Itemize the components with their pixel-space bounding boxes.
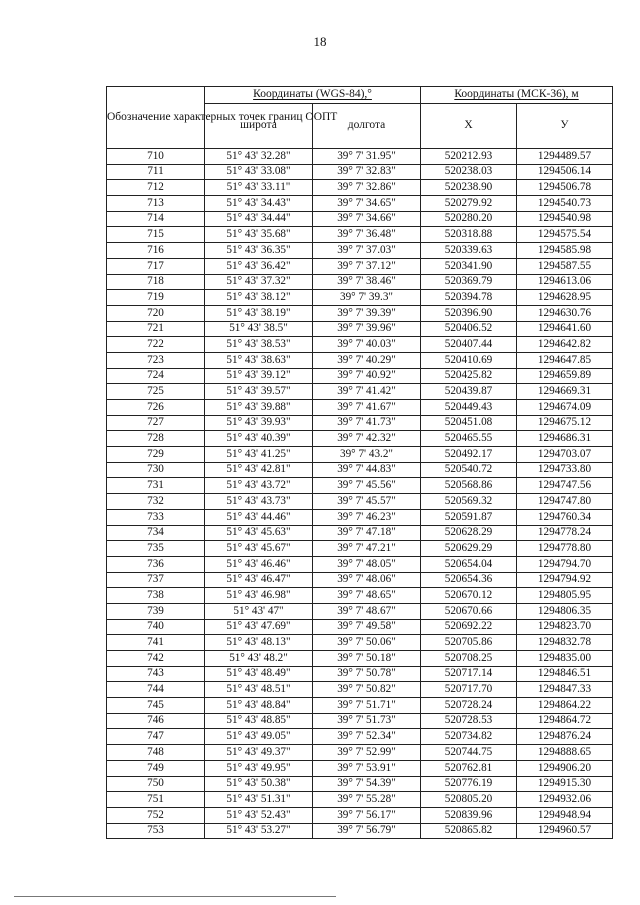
longitude-cell: 39° 7' 40.92": [313, 368, 421, 384]
point-number-cell: 750: [107, 776, 205, 792]
table-row: [107, 682, 613, 698]
table-row: [107, 337, 613, 353]
y-cell: 1294540.73: [517, 196, 613, 212]
point-number-cell: 715: [107, 227, 205, 243]
x-cell: 520238.90: [421, 180, 517, 196]
x-cell: 520734.82: [421, 729, 517, 745]
longitude-cell: 39° 7' 52.34": [313, 729, 421, 745]
table-row: [107, 384, 613, 400]
latitude-cell: 51° 43' 39.12": [205, 368, 313, 384]
table-row: [107, 494, 613, 510]
y-cell: 1294864.72: [517, 713, 613, 729]
x-cell: 520805.20: [421, 792, 517, 808]
latitude-cell: 51° 43' 46.47": [205, 572, 313, 588]
y-cell: 1294669.31: [517, 384, 613, 400]
x-cell: 520212.93: [421, 149, 517, 165]
y-cell: 1294760.34: [517, 509, 613, 525]
y-cell: 1294794.70: [517, 556, 613, 572]
header-wgs-group: Координаты (WGS-84),°: [205, 87, 421, 104]
point-number-cell: 735: [107, 541, 205, 557]
latitude-cell: 51° 43' 34.43": [205, 196, 313, 212]
y-cell: 1294628.95: [517, 290, 613, 306]
point-number-cell: 745: [107, 698, 205, 714]
point-number-cell: 746: [107, 713, 205, 729]
latitude-cell: 51° 43' 39.93": [205, 415, 313, 431]
table-row: [107, 478, 613, 494]
x-cell: 520654.04: [421, 556, 517, 572]
y-cell: 1294876.24: [517, 729, 613, 745]
y-cell: 1294630.76: [517, 305, 613, 321]
table-row: [107, 760, 613, 776]
x-cell: 520318.88: [421, 227, 517, 243]
y-cell: 1294832.78: [517, 635, 613, 651]
table-row: [107, 400, 613, 416]
y-cell: 1294641.60: [517, 321, 613, 337]
latitude-cell: 51° 43' 45.63": [205, 525, 313, 541]
y-cell: 1294613.06: [517, 274, 613, 290]
y-cell: 1294823.70: [517, 619, 613, 635]
y-cell: 1294835.00: [517, 651, 613, 667]
x-cell: 520865.82: [421, 823, 517, 839]
point-number-cell: 724: [107, 368, 205, 384]
longitude-cell: 39° 7' 48.06": [313, 572, 421, 588]
y-cell: 1294847.33: [517, 682, 613, 698]
longitude-cell: 39° 7' 32.86": [313, 180, 421, 196]
table-row: [107, 243, 613, 259]
longitude-cell: 39° 7' 48.67": [313, 603, 421, 619]
table-row: [107, 572, 613, 588]
y-cell: 1294778.24: [517, 525, 613, 541]
y-cell: 1294778.80: [517, 541, 613, 557]
x-cell: 520708.25: [421, 651, 517, 667]
longitude-cell: 39° 7' 43.2": [313, 447, 421, 463]
longitude-cell: 39° 7' 53.91": [313, 760, 421, 776]
latitude-cell: 51° 43' 46.46": [205, 556, 313, 572]
latitude-cell: 51° 43' 33.11": [205, 180, 313, 196]
longitude-cell: 39° 7' 37.03": [313, 243, 421, 259]
y-cell: 1294642.82: [517, 337, 613, 353]
table-row: [107, 368, 613, 384]
latitude-cell: 51° 43' 51.31": [205, 792, 313, 808]
point-number-cell: 748: [107, 745, 205, 761]
longitude-cell: 39° 7' 56.79": [313, 823, 421, 839]
latitude-cell: 51° 43' 44.46": [205, 509, 313, 525]
point-number-cell: 738: [107, 588, 205, 604]
longitude-cell: 39° 7' 48.65": [313, 588, 421, 604]
point-number-cell: 723: [107, 352, 205, 368]
coordinates-table: [106, 86, 613, 839]
latitude-cell: 51° 43' 45.67": [205, 541, 313, 557]
point-number-cell: 727: [107, 415, 205, 431]
point-number-cell: 751: [107, 792, 205, 808]
x-cell: 520762.81: [421, 760, 517, 776]
table-row: [107, 290, 613, 306]
latitude-cell: 51° 43' 42.81": [205, 462, 313, 478]
x-cell: 520396.90: [421, 305, 517, 321]
table-row: [107, 258, 613, 274]
y-cell: 1294747.80: [517, 494, 613, 510]
latitude-cell: 51° 43' 50.38": [205, 776, 313, 792]
longitude-cell: 39° 7' 40.29": [313, 352, 421, 368]
point-number-cell: 714: [107, 211, 205, 227]
longitude-cell: 39° 7' 34.65": [313, 196, 421, 212]
point-number-cell: 718: [107, 274, 205, 290]
x-cell: 520238.03: [421, 164, 517, 180]
longitude-cell: 39° 7' 36.48": [313, 227, 421, 243]
point-number-cell: 743: [107, 666, 205, 682]
y-cell: 1294585.98: [517, 243, 613, 259]
y-cell: 1294647.85: [517, 352, 613, 368]
x-cell: 520439.87: [421, 384, 517, 400]
point-number-cell: 753: [107, 823, 205, 839]
table-row: [107, 447, 613, 463]
header-designation: Обозначение характерных точек границ ООПТ: [107, 87, 205, 149]
table-body: [107, 149, 613, 839]
longitude-cell: 39° 7' 45.57": [313, 494, 421, 510]
point-number-cell: 729: [107, 447, 205, 463]
y-cell: 1294659.89: [517, 368, 613, 384]
point-number-cell: 737: [107, 572, 205, 588]
longitude-cell: 39° 7' 42.32": [313, 431, 421, 447]
latitude-cell: 51° 43' 48.51": [205, 682, 313, 698]
y-cell: 1294686.31: [517, 431, 613, 447]
latitude-cell: 51° 43' 48.85": [205, 713, 313, 729]
y-cell: 1294489.57: [517, 149, 613, 165]
table-row: [107, 509, 613, 525]
latitude-cell: 51° 43' 47": [205, 603, 313, 619]
x-cell: 520692.22: [421, 619, 517, 635]
table-row: [107, 321, 613, 337]
latitude-cell: 51° 43' 34.44": [205, 211, 313, 227]
longitude-cell: 39° 7' 40.03": [313, 337, 421, 353]
longitude-cell: 39° 7' 39.96": [313, 321, 421, 337]
longitude-cell: 39° 7' 34.66": [313, 211, 421, 227]
latitude-cell: 51° 43' 43.73": [205, 494, 313, 510]
header-row-groups: [107, 87, 613, 104]
latitude-cell: 51° 43' 36.42": [205, 258, 313, 274]
x-cell: 520670.66: [421, 603, 517, 619]
point-number-cell: 744: [107, 682, 205, 698]
latitude-cell: 51° 43' 38.53": [205, 337, 313, 353]
latitude-cell: 51° 43' 48.2": [205, 651, 313, 667]
x-cell: 520451.08: [421, 415, 517, 431]
latitude-cell: 51° 43' 48.84": [205, 698, 313, 714]
table-row: [107, 149, 613, 165]
x-cell: 520670.12: [421, 588, 517, 604]
table-row: [107, 164, 613, 180]
longitude-cell: 39° 7' 41.42": [313, 384, 421, 400]
x-cell: 520279.92: [421, 196, 517, 212]
header-x: X: [421, 104, 517, 149]
longitude-cell: 39° 7' 47.18": [313, 525, 421, 541]
x-cell: 520369.79: [421, 274, 517, 290]
table-row: [107, 227, 613, 243]
table-row: [107, 666, 613, 682]
table-row: [107, 807, 613, 823]
y-cell: 1294674.09: [517, 400, 613, 416]
table-row: [107, 619, 613, 635]
table-row: [107, 525, 613, 541]
latitude-cell: 51° 43' 48.49": [205, 666, 313, 682]
y-cell: 1294932.06: [517, 792, 613, 808]
point-number-cell: 720: [107, 305, 205, 321]
table-row: [107, 196, 613, 212]
x-cell: 520406.52: [421, 321, 517, 337]
latitude-cell: 51° 43' 39.88": [205, 400, 313, 416]
page-number: 18: [313, 34, 327, 49]
latitude-cell: 51° 43' 36.35": [205, 243, 313, 259]
x-cell: 520569.32: [421, 494, 517, 510]
point-number-cell: 741: [107, 635, 205, 651]
table-row: [107, 603, 613, 619]
table-row: [107, 713, 613, 729]
longitude-cell: 39° 7' 50.82": [313, 682, 421, 698]
longitude-cell: 39° 7' 39.39": [313, 305, 421, 321]
latitude-cell: 51° 43' 47.69": [205, 619, 313, 635]
latitude-cell: 51° 43' 49.37": [205, 745, 313, 761]
table-row: [107, 541, 613, 557]
point-number-cell: 742: [107, 651, 205, 667]
point-number-cell: 730: [107, 462, 205, 478]
x-cell: 520776.19: [421, 776, 517, 792]
latitude-cell: 51° 43' 38.19": [205, 305, 313, 321]
table-row: [107, 698, 613, 714]
latitude-cell: 51° 43' 33.08": [205, 164, 313, 180]
x-cell: 520728.53: [421, 713, 517, 729]
longitude-cell: 39° 7' 49.58": [313, 619, 421, 635]
x-cell: 520394.78: [421, 290, 517, 306]
point-number-cell: 711: [107, 164, 205, 180]
table-row: [107, 776, 613, 792]
table-row: [107, 729, 613, 745]
point-number-cell: 726: [107, 400, 205, 416]
longitude-cell: 39° 7' 47.21": [313, 541, 421, 557]
longitude-cell: 39° 7' 50.78": [313, 666, 421, 682]
x-cell: 520744.75: [421, 745, 517, 761]
latitude-cell: 51° 43' 38.63": [205, 352, 313, 368]
y-cell: 1294506.78: [517, 180, 613, 196]
table-row: [107, 274, 613, 290]
x-cell: 520339.63: [421, 243, 517, 259]
y-cell: 1294846.51: [517, 666, 613, 682]
point-number-cell: 717: [107, 258, 205, 274]
y-cell: 1294747.56: [517, 478, 613, 494]
y-cell: 1294587.55: [517, 258, 613, 274]
longitude-cell: 39° 7' 41.73": [313, 415, 421, 431]
x-cell: 520717.14: [421, 666, 517, 682]
y-cell: 1294675.12: [517, 415, 613, 431]
table-row: [107, 431, 613, 447]
latitude-cell: 51° 43' 43.72": [205, 478, 313, 494]
x-cell: 520341.90: [421, 258, 517, 274]
y-cell: 1294703.07: [517, 447, 613, 463]
table-header: [107, 87, 613, 149]
x-cell: 520717.70: [421, 682, 517, 698]
x-cell: 520407.44: [421, 337, 517, 353]
longitude-cell: 39° 7' 56.17": [313, 807, 421, 823]
y-cell: 1294915.30: [517, 776, 613, 792]
y-cell: 1294864.22: [517, 698, 613, 714]
longitude-cell: 39° 7' 44.83": [313, 462, 421, 478]
latitude-cell: 51° 43' 46.98": [205, 588, 313, 604]
latitude-cell: 51° 43' 40.39": [205, 431, 313, 447]
latitude-cell: 51° 43' 52.43": [205, 807, 313, 823]
point-number-cell: 712: [107, 180, 205, 196]
table-row: [107, 745, 613, 761]
x-cell: 520654.36: [421, 572, 517, 588]
y-cell: 1294888.65: [517, 745, 613, 761]
longitude-cell: 39° 7' 41.67": [313, 400, 421, 416]
header-longitude: долгота: [313, 104, 421, 149]
table-row: [107, 180, 613, 196]
y-cell: 1294960.57: [517, 823, 613, 839]
table-row: [107, 556, 613, 572]
y-cell: 1294540.98: [517, 211, 613, 227]
table-row: [107, 462, 613, 478]
x-cell: 520568.86: [421, 478, 517, 494]
longitude-cell: 39° 7' 50.18": [313, 651, 421, 667]
header-y: У: [517, 104, 613, 149]
x-cell: 520449.43: [421, 400, 517, 416]
table-row: [107, 635, 613, 651]
y-cell: 1294733.80: [517, 462, 613, 478]
y-cell: 1294575.54: [517, 227, 613, 243]
point-number-cell: 736: [107, 556, 205, 572]
latitude-cell: 51° 43' 48.13": [205, 635, 313, 651]
table-row: [107, 651, 613, 667]
longitude-cell: 39° 7' 39.3": [313, 290, 421, 306]
latitude-cell: 51° 43' 38.5": [205, 321, 313, 337]
longitude-cell: 39° 7' 50.06": [313, 635, 421, 651]
point-number-cell: 716: [107, 243, 205, 259]
x-cell: 520410.69: [421, 352, 517, 368]
x-cell: 520591.87: [421, 509, 517, 525]
point-number-cell: 739: [107, 603, 205, 619]
point-number-cell: 722: [107, 337, 205, 353]
table-row: [107, 415, 613, 431]
longitude-cell: 39° 7' 48.05": [313, 556, 421, 572]
x-cell: 520492.17: [421, 447, 517, 463]
x-cell: 520280.20: [421, 211, 517, 227]
y-cell: 1294806.35: [517, 603, 613, 619]
y-cell: 1294794.92: [517, 572, 613, 588]
table-row: [107, 792, 613, 808]
y-cell: 1294506.14: [517, 164, 613, 180]
longitude-cell: 39° 7' 31.95": [313, 149, 421, 165]
longitude-cell: 39° 7' 38.46": [313, 274, 421, 290]
x-cell: 520629.29: [421, 541, 517, 557]
x-cell: 520540.72: [421, 462, 517, 478]
point-number-cell: 721: [107, 321, 205, 337]
point-number-cell: 725: [107, 384, 205, 400]
point-number-cell: 740: [107, 619, 205, 635]
latitude-cell: 51° 43' 41.25": [205, 447, 313, 463]
table-row: [107, 823, 613, 839]
point-number-cell: 731: [107, 478, 205, 494]
point-number-cell: 733: [107, 509, 205, 525]
y-cell: 1294805.95: [517, 588, 613, 604]
point-number-cell: 747: [107, 729, 205, 745]
footer-divider: [14, 896, 336, 897]
point-number-cell: 732: [107, 494, 205, 510]
table-row: [107, 211, 613, 227]
point-number-cell: 749: [107, 760, 205, 776]
latitude-cell: 51° 43' 39.57": [205, 384, 313, 400]
point-number-cell: 752: [107, 807, 205, 823]
x-cell: 520425.82: [421, 368, 517, 384]
longitude-cell: 39° 7' 55.28": [313, 792, 421, 808]
longitude-cell: 39° 7' 37.12": [313, 258, 421, 274]
latitude-cell: 51° 43' 37.32": [205, 274, 313, 290]
x-cell: 520839.96: [421, 807, 517, 823]
y-cell: 1294948.94: [517, 807, 613, 823]
point-number-cell: 713: [107, 196, 205, 212]
header-msk-group: Координаты (МСК-36), м: [421, 87, 613, 104]
point-number-cell: 728: [107, 431, 205, 447]
table-row: [107, 305, 613, 321]
point-number-cell: 710: [107, 149, 205, 165]
y-cell: 1294906.20: [517, 760, 613, 776]
x-cell: 520465.55: [421, 431, 517, 447]
table-row: [107, 588, 613, 604]
x-cell: 520628.29: [421, 525, 517, 541]
latitude-cell: 51° 43' 53.27": [205, 823, 313, 839]
latitude-cell: 51° 43' 38.12": [205, 290, 313, 306]
longitude-cell: 39° 7' 51.73": [313, 713, 421, 729]
latitude-cell: 51° 43' 49.95": [205, 760, 313, 776]
longitude-cell: 39° 7' 54.39": [313, 776, 421, 792]
longitude-cell: 39° 7' 51.71": [313, 698, 421, 714]
x-cell: 520705.86: [421, 635, 517, 651]
longitude-cell: 39° 7' 32.83": [313, 164, 421, 180]
x-cell: 520728.24: [421, 698, 517, 714]
latitude-cell: 51° 43' 35.68": [205, 227, 313, 243]
latitude-cell: 51° 43' 49.05": [205, 729, 313, 745]
header-latitude: широта: [205, 104, 313, 149]
longitude-cell: 39° 7' 52.99": [313, 745, 421, 761]
point-number-cell: 734: [107, 525, 205, 541]
point-number-cell: 719: [107, 290, 205, 306]
longitude-cell: 39° 7' 46.23": [313, 509, 421, 525]
table-row: [107, 352, 613, 368]
latitude-cell: 51° 43' 32.28": [205, 149, 313, 165]
longitude-cell: 39° 7' 45.56": [313, 478, 421, 494]
